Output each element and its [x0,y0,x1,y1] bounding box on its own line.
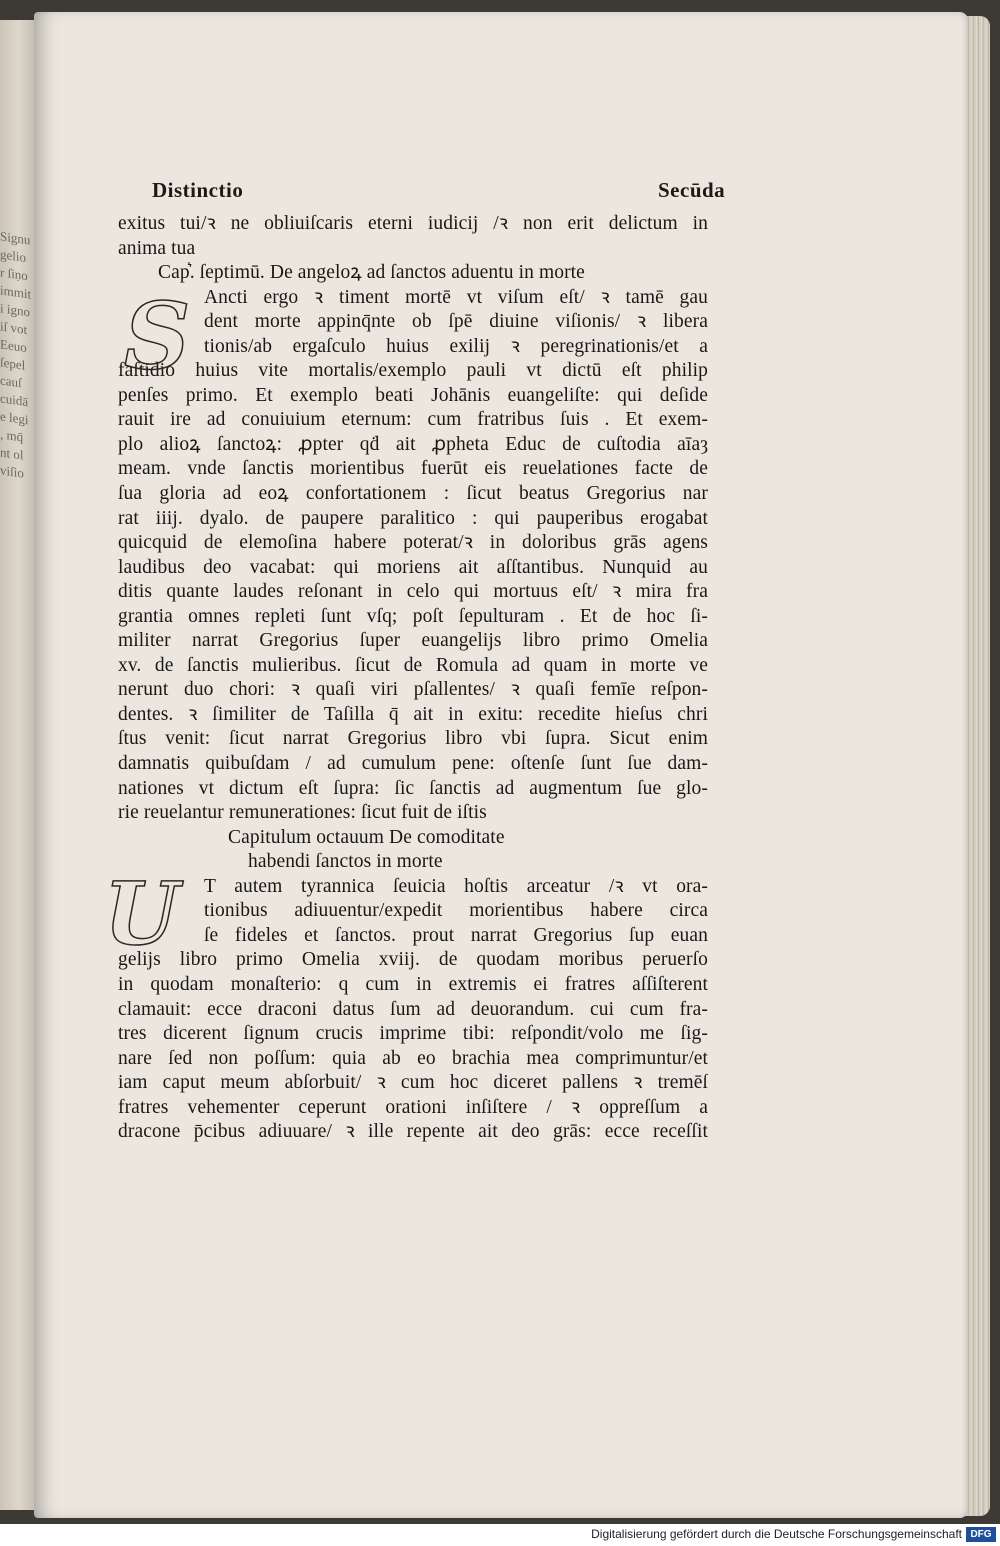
margin-fragment: i igno [0,300,30,320]
text-line: grantia omnes repleti ſunt vſq; poſt ſepulturam . Et de hoc ſi- [118,605,708,627]
text-line: damnatis quibuſdam / ad cumulum pene: oſtenſe ſunt ſue dam- [118,753,708,775]
margin-fragment: gelio [0,246,26,265]
margin-fragment: Eeuo [0,336,27,356]
text-line: xv. de ſanctis mulieribus. ſicut de Romula ad quam in morte ve [118,654,708,676]
text-line: Ancti ergo ꝛ timent mortē vt viſum eſt/ ꝛ tamē gau [204,286,708,308]
margin-fragment: r ſiṇo [0,264,28,284]
margin-fragment: Signu [0,228,31,248]
text-line: clamauit: ecce draconi datus ſum ad deuorandum. cui cum fra- [118,998,708,1020]
text-line: fratres vehementer ceperunt orationi inſiſtere / ꝛ oppreſſum a [118,1096,708,1118]
margin-fragment: nt ol [0,444,24,463]
margin-fragment: iſ vot [0,318,28,338]
text-line: ſe fideles et ſanctos. prout narrat Gregorius ſup euan [204,924,708,946]
text-line: ditis quante laudes reſonant in celo qui mortuus eſt/ ꝛ mira fra [118,581,708,603]
text-line: penſes primo. Et exemplo beati Johānis euangeliſte: qui deſide [118,384,708,406]
text-line: laudibus deo vacabat: qui moriens ait aſſtantibus. Nunquid au [118,556,708,578]
text-line: ſtus venit: ſicut narrat Gregorius libro vbi ſupra. Sicut enim [118,728,708,750]
margin-fragment: viſio [0,462,24,481]
text-line: dracone p̄cibus adiuuare/ ꝛ ille repente ait deo grās: ecce receſſit [118,1121,708,1143]
text-line: nationes vt dictum eſt ſupra: ſic ſanctis ad augmentum ſue glo- [118,777,708,799]
margin-fragment: cauſ [0,372,22,391]
text-line: in quodam monaſterio: q cum in extremis ei fratres aſſiſterent [118,973,708,995]
running-head-right: Secūda [658,178,726,202]
text-line: militer narrat Gregorius ſuper euangelijs libro primo Omelia [118,630,708,652]
text-line: Cap͛. ſeptimū. De angeloꝝ ad ſanctos aduentu in morte [158,262,585,284]
text-line: rauit ire ad conuiuium eternum: cum fratribus ſuis . Et exem- [118,409,708,431]
footer-credit: Digitalisierung gefördert durch die Deutsche Forschungsgemeinschaft [591,1527,962,1541]
text-line: tionibus adiuuentur/expedit morientibus habere circa [204,900,708,922]
decorated-initial-u: U [104,864,180,965]
dfg-logo: DFG [966,1527,996,1542]
text-line: nerunt duo chori: ꝛ quaſi viri pſallentes/ ꝛ quaſi femīe reſpon- [118,679,708,701]
text-line: ſua gloria ad eoꝝ confortationem : ſicut beatus Gregorius nar [118,483,708,505]
text-line: tres dicerent ſignum crucis imprime tibi: reſpondit/volo me ſig- [118,1023,708,1045]
book-page [34,12,968,1518]
text-line: nare ſed non poſſum: quia ab eo brachia mea comprimuntur/et [118,1047,708,1069]
margin-fragment: e legi [0,408,29,428]
margin-fragment: , mq̄ [0,426,24,445]
text-line: anima tua [118,237,196,259]
text-line: tionis/ab ergaſculo huius exilij ꝛ peregrinationis/et a [204,335,708,357]
decorated-initial-s: S [124,282,191,390]
text-line: meam. vnde ſanctis morientibus fuerūt eis reuelationes facte de [118,458,708,480]
text-line: quicquid de elemoſina habere poterat/ꝛ in doloribus grās agens [118,532,708,554]
margin-fragment: ſepel [0,354,26,373]
text-line: dent morte appinq̄nte ob ſpē diuine viſionis/ ꝛ libera [204,311,708,333]
text-line: Capitulum octauum De comoditate [228,826,505,848]
footer-bar [0,1524,1000,1546]
text-line: dentes. ꝛ ſimiliter de Taſilla q̄ ait in exitu: recedite hieſus chri [118,703,708,725]
text-line: rie reuelantur remunerationes: ſicut fuit de iſtis [118,802,487,824]
margin-fragment: cuidā [0,390,29,410]
text-line: T autem tyrannica ſeuicia hoſtis arceatur /ꝛ vt ora- [204,875,708,897]
text-line: gelijs libro primo Omelia xviij. de quodam moribus peruerſo [118,949,708,971]
text-block [104,212,708,1145]
margin-fragment: immit [0,282,32,302]
text-line: habendi ſanctos in morte [248,851,443,873]
running-head-left: Distinctio [152,178,244,202]
text-line: iam caput meum abſorbuit/ ꝛ cum hoc diceret pallens ꝛ tremēſ [118,1072,708,1094]
text-line: exitus tui/ꝛ ne obliuiſcaris eterni iudicij /ꝛ non erit delictum in [118,213,708,234]
text-line: faſtidio huius vite mortalis/exemplo pauli vt dictū eſt philip [118,360,708,382]
text-line: plo alioꝝ ſanctoꝝ: ꝓpter qḋ ait ꝓpheta Educ de cuſtodia aīaȝ [118,433,708,455]
text-line: rat iiij. dyalo. de paupere paralitico : qui pauperibus erogabat [118,507,708,529]
left-margin-text [0,227,38,792]
